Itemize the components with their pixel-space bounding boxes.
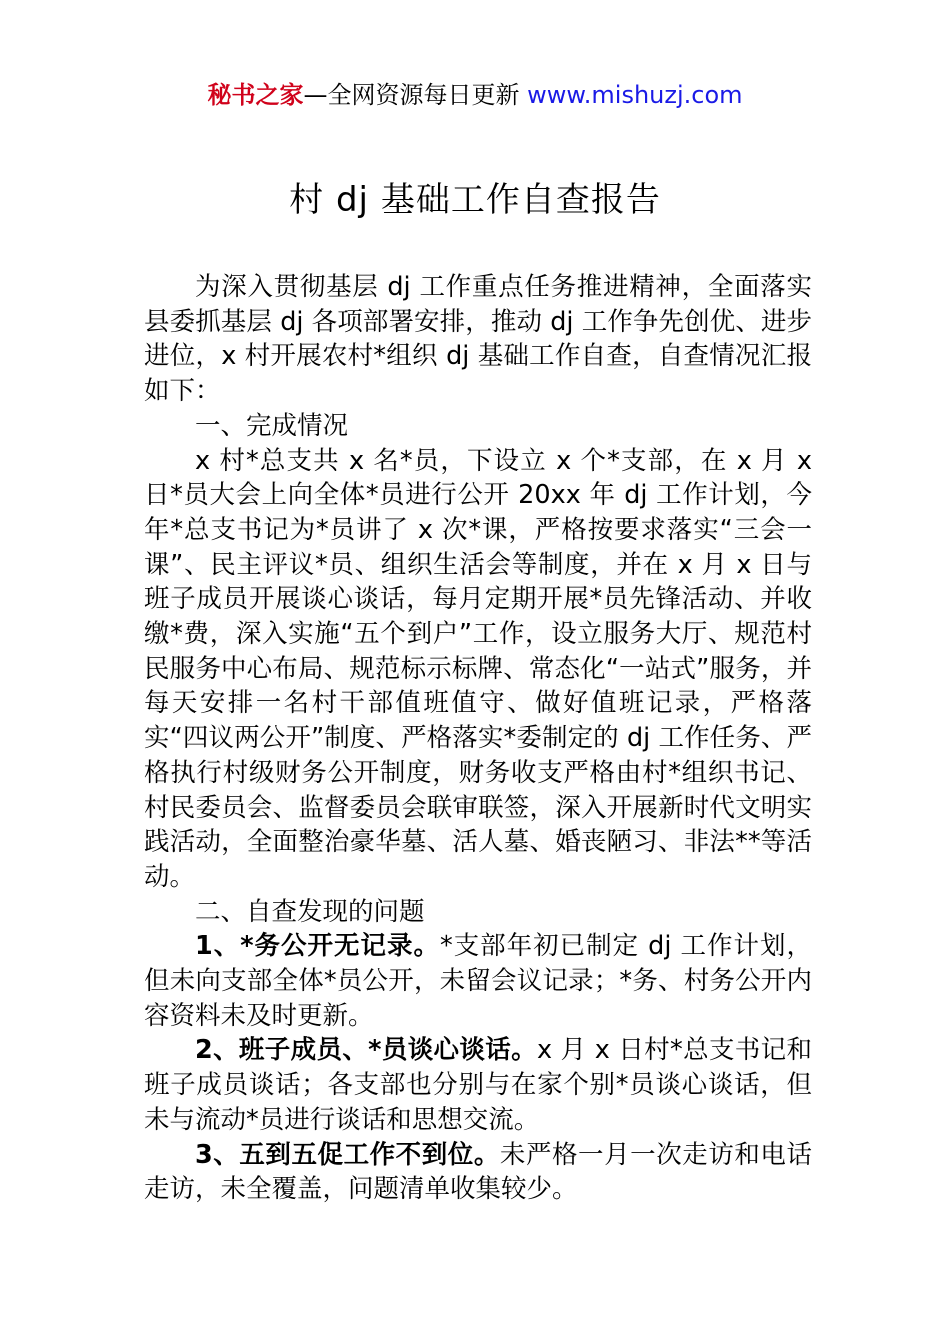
issue-paragraph-2 xyxy=(144,1033,812,1137)
issue-paragraph-3 xyxy=(144,1138,812,1207)
site-header xyxy=(0,78,950,112)
site-tagline: —全网资源每日更新 xyxy=(303,81,528,109)
document-title: 村 dj 基础工作自查报告 xyxy=(289,180,661,220)
site-url-link[interactable]: www.mishuzj.com xyxy=(527,81,743,109)
issue-3-text: 未严格一月一次走访和电话走访，未全覆盖，问题清单收集较少。 xyxy=(144,1139,812,1205)
issue-3-title: 3、五到五促工作不到位。 xyxy=(195,1139,500,1170)
issue-paragraph-1 xyxy=(144,929,812,1033)
document-body xyxy=(144,270,812,1207)
site-brand: 秘书之家 xyxy=(207,81,304,109)
issue-2-text: x 月 x 日村*总支书记和班子成员谈话；各支部也分别与在家个别*员谈心谈话，但未与流动*员进行谈话和思想交流。 xyxy=(144,1035,812,1135)
section-heading-completion: 一、完成情况 xyxy=(195,410,349,441)
section-heading-issues: 二、自查发现的问题 xyxy=(195,896,425,927)
issue-2-title: 2、班子成员、*员谈心谈话。 xyxy=(195,1035,537,1066)
completion-paragraph: x 村*总支共 x 名*员，下设立 x 个*支部，在 x 月 x 日*员大会上向全体*员进行公开 20xx 年 dj 工作计划，今年*总支书记为*员讲了 x 次*课，严格按要求落实“三会一课”、民主评议*员、组织生活会等制度，并在 x 月 x 日与班子成员开展谈心谈话，每月定期开展*员先锋活动、并收缴*费，深入实施“五个到户”工作，设立服务大厅、规范村民服务中心布局、规范标示标牌、常态化“一站式”服务，并每天安排一名村干部值班值守、做好值班记录，严格落实“四议两公开”制度、严格落实*委制定的 dj 工作任务、严格执行村级财务公开制度，财务收支严格由村*组织书记、村民委员会、监督委员会联审联签，深入开展新时代文明实践活动，全面整治豪华墓、活人墓、婚丧陋习、非法**等活动。 xyxy=(144,445,812,892)
issue-1-text: *支部年初已制定 dj 工作计划，但未向支部全体*员公开，未留会议记录；*务、村务公开内容资料未及时更新。 xyxy=(144,931,812,1031)
issue-1-title: 1、*务公开无记录。 xyxy=(195,931,440,962)
intro-paragraph: 为深入贯彻基层 dj 工作重点任务推进精神，全面落实县委抓基层 dj 各项部署安排，推动 dj 工作争先创优、进步进位，x 村开展农村*组织 dj 基础工作自查，自查情况汇报如下： xyxy=(144,272,812,407)
